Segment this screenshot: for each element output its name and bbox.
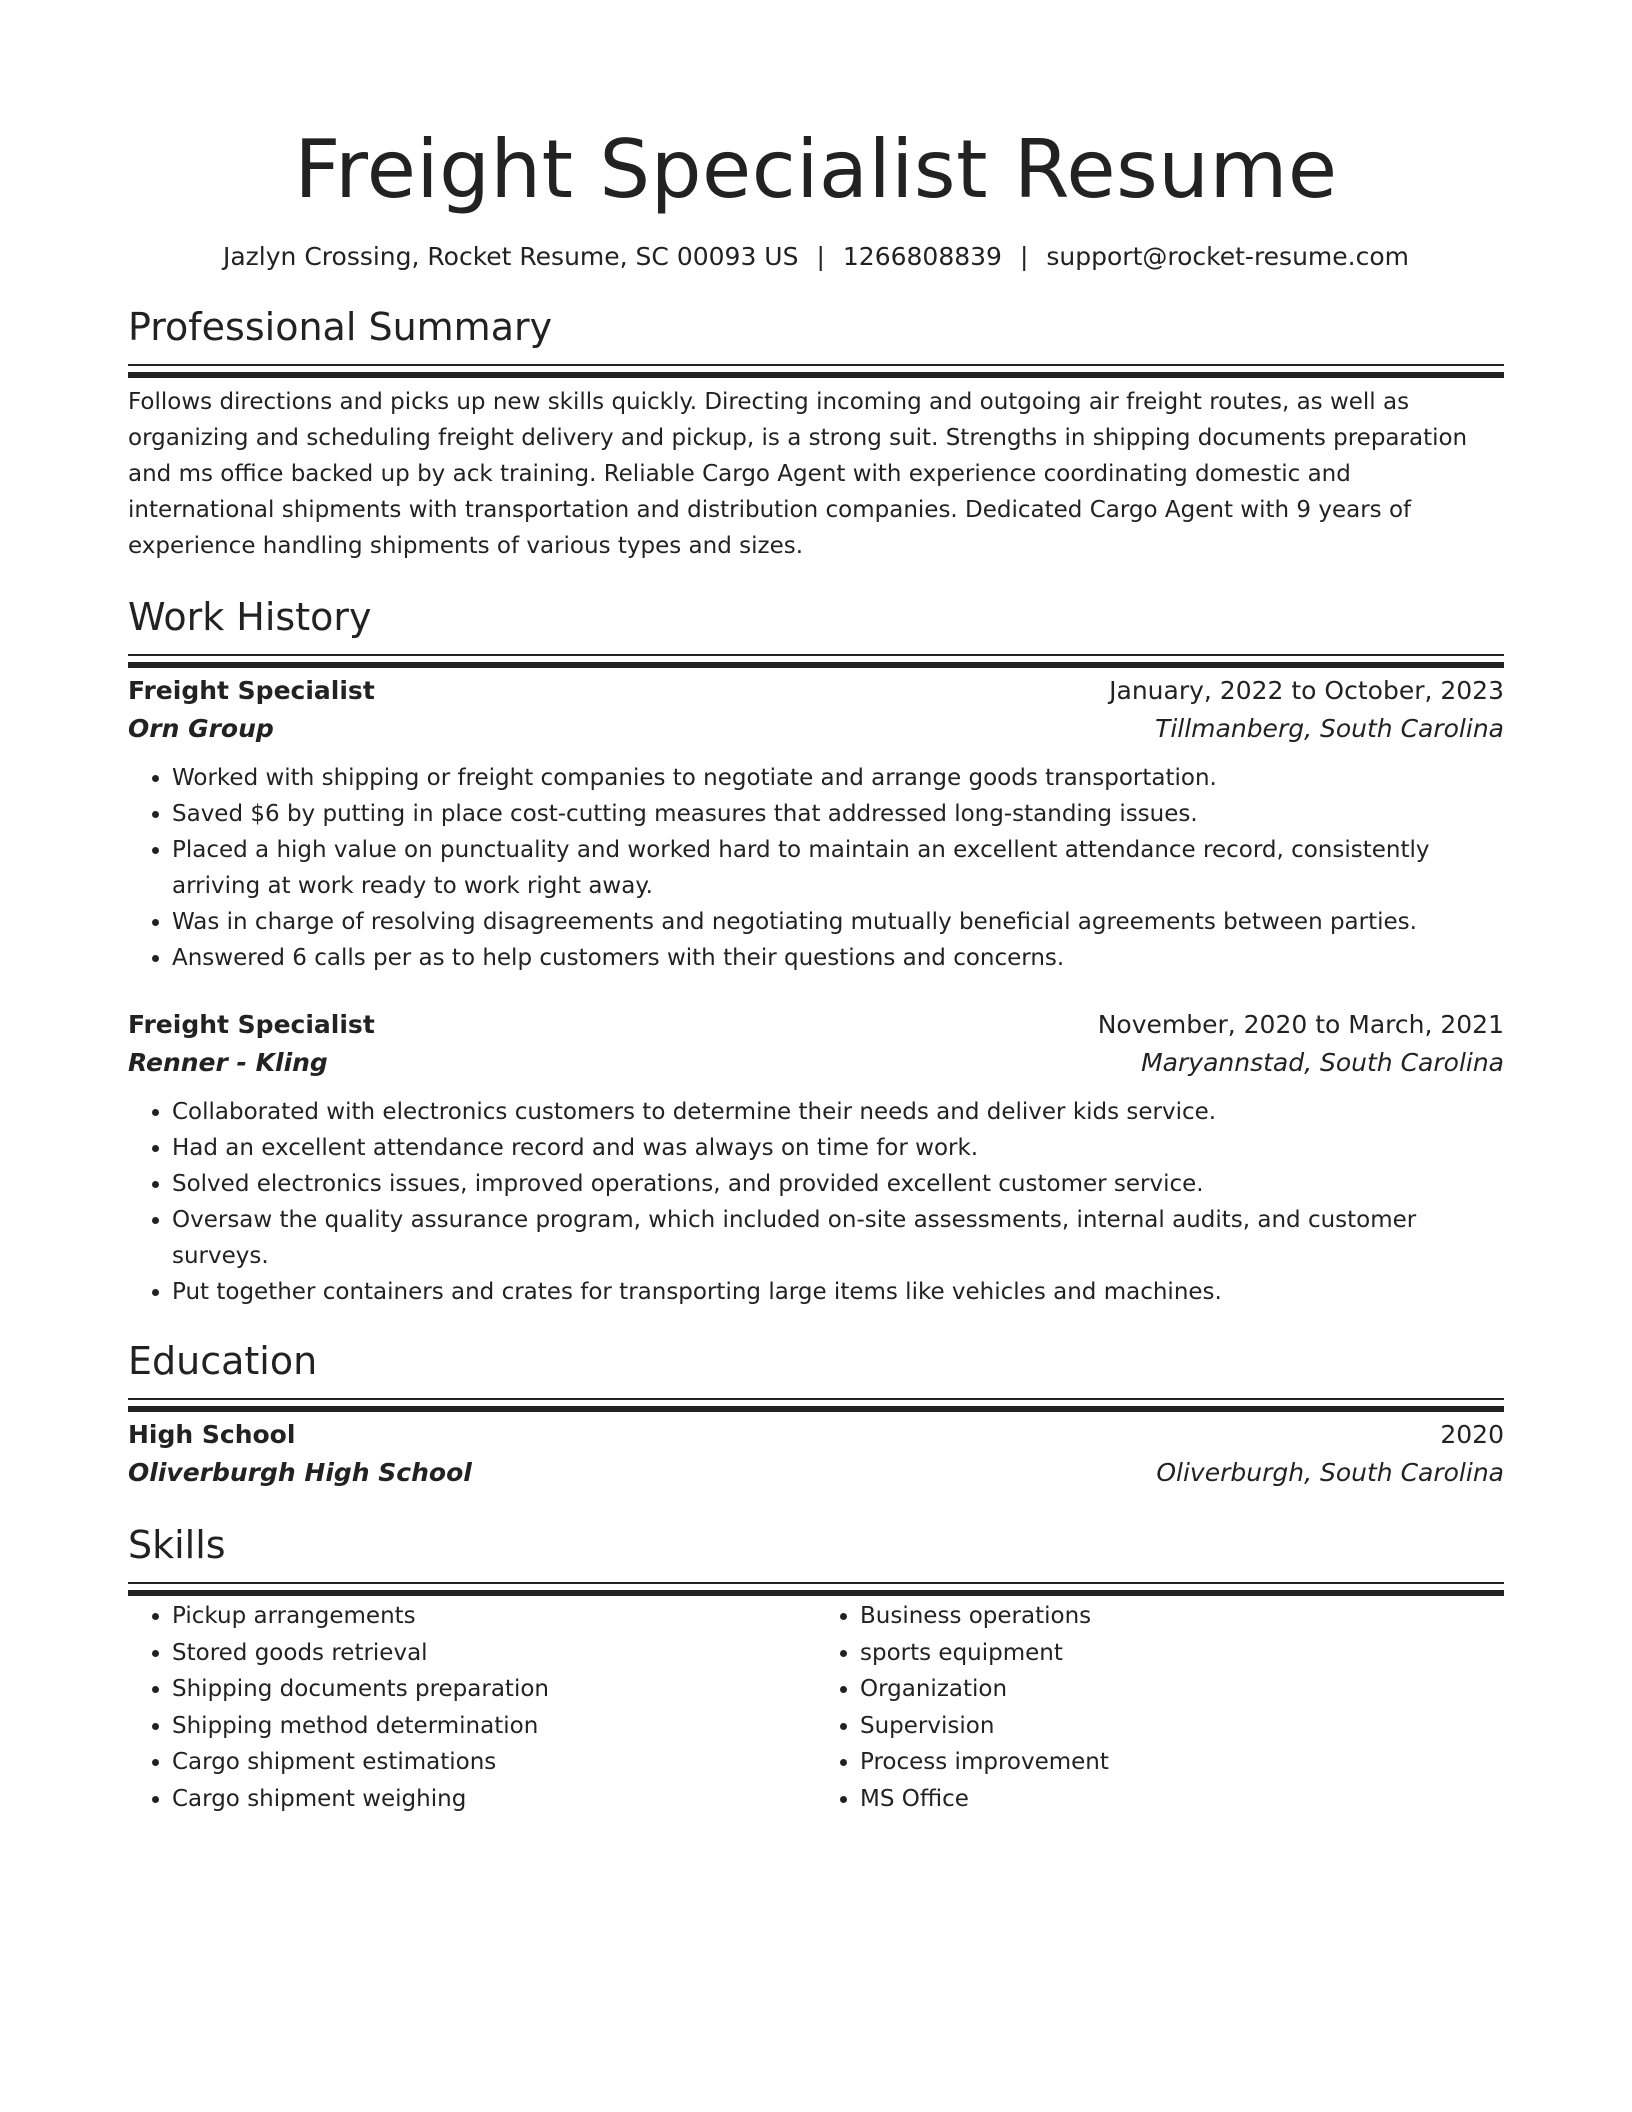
contact-separator: |: [1019, 242, 1029, 271]
job-entry: [128, 672, 1504, 976]
list-item: • Put together containers and crates for transporting large items like vehicles and machines.: [172, 1274, 1504, 1310]
job-subheader: [128, 710, 1504, 748]
section-divider: [128, 1582, 1504, 1584]
skill-item: • MS Office: [860, 1781, 1504, 1818]
skill-item: • Pickup arrangements: [172, 1598, 816, 1635]
skills-grid: [128, 1598, 1504, 1817]
list-item: • Placed a high value on punctuality and worked hard to maintain an excellent attendance record, consistently arriving at work ready to work right away.: [172, 832, 1504, 904]
education-subheader: [128, 1454, 1504, 1492]
contact-address: Jazlyn Crossing, Rocket Resume, SC 00093 US: [222, 242, 799, 271]
resume-title: Freight Specialist Resume: [294, 123, 1338, 216]
skills-section: [128, 1522, 1504, 1817]
section-heading: Education: [128, 1339, 318, 1383]
skill-item: • Business operations: [860, 1598, 1504, 1635]
contact-separator: |: [816, 242, 825, 271]
contact-email: support@rocket-resume.com: [1046, 242, 1410, 271]
work-history-section: [128, 594, 1504, 1310]
contact-line: [128, 240, 1504, 274]
skill-item: • Shipping documents preparation: [172, 1671, 816, 1708]
job-dates: January, 2022 to October, 2023: [1109, 676, 1504, 705]
skill-item: • sports equipment: [860, 1635, 1504, 1672]
job-location: Tillmanberg, South Carolina: [1155, 714, 1504, 743]
education-year: 2020: [1440, 1420, 1504, 1449]
list-item: • Solved electronics issues, improved operations, and provided excellent customer service.: [172, 1166, 1504, 1202]
section-heading: Skills: [128, 1523, 226, 1567]
skill-item: • Process improvement: [860, 1744, 1504, 1781]
job-company: Renner - Kling: [128, 1048, 328, 1077]
summary-text: Follows directions and picks up new skills quickly. Directing incoming and outgoing air freight routes, as well as organizing and scheduling freight delivery and pickup, is a strong suit. Strengths in shipping documents preparation and ms office backed up by ack training. Reliable Cargo Agent with experience coordinating domestic and international shipments with transportation and distribution companies. Dedicated Cargo Agent with 9 years of experience handling shipments of various types and sizes.: [128, 389, 1468, 559]
education-degree: High School: [128, 1420, 296, 1449]
list-item: • Saved $6 by putting in place cost-cutting measures that addressed long-standing issues.: [172, 796, 1504, 832]
resume-page: [128, 120, 1504, 1817]
skill-item: • Cargo shipment estimations: [172, 1744, 816, 1781]
list-item: • Answered 6 calls per as to help customers with their questions and concerns.: [172, 940, 1504, 976]
skills-column-right: [816, 1598, 1504, 1817]
contact-phone: 1266808839: [842, 242, 1002, 271]
job-title: Freight Specialist: [128, 1010, 375, 1039]
job-company: Orn Group: [128, 714, 274, 743]
education-school: Oliverburgh High School: [128, 1458, 472, 1487]
list-item: • Worked with shipping or freight companies to negotiate and arrange goods transportation.: [172, 760, 1504, 796]
job-bullets: [128, 1094, 1504, 1310]
list-item: • Had an excellent attendance record and was always on time for work.: [172, 1130, 1504, 1166]
section-heading: Professional Summary: [128, 305, 553, 349]
skill-item: • Shipping method determination: [172, 1708, 816, 1745]
skill-item: • Organization: [860, 1671, 1504, 1708]
job-bullets: [128, 760, 1504, 976]
job-entry: [128, 1006, 1504, 1310]
list-item: • Oversaw the quality assurance program, which included on-site assessments, internal audits, and customer surveys.: [172, 1202, 1504, 1274]
education-location: Oliverburgh, South Carolina: [1156, 1458, 1504, 1487]
education-section: [128, 1338, 1504, 1492]
section-divider: [128, 654, 1504, 656]
skills-column-left: [128, 1598, 816, 1817]
section-divider: [128, 364, 1504, 366]
list-item: • Collaborated with electronics customers to determine their needs and deliver kids service.: [172, 1094, 1504, 1130]
list-item: • Was in charge of resolving disagreements and negotiating mutually beneficial agreements between parties.: [172, 904, 1504, 940]
job-subheader: [128, 1044, 1504, 1082]
section-divider: [128, 1398, 1504, 1400]
skill-item: • Stored goods retrieval: [172, 1635, 816, 1672]
skill-item: • Supervision: [860, 1708, 1504, 1745]
section-heading: Work History: [128, 595, 372, 639]
job-location: Maryannstad, South Carolina: [1141, 1048, 1504, 1077]
job-dates: November, 2020 to March, 2021: [1097, 1010, 1504, 1039]
job-title: Freight Specialist: [128, 676, 375, 705]
job-header: [128, 672, 1504, 710]
summary-section: [128, 304, 1504, 564]
job-header: [128, 1006, 1504, 1044]
skill-item: • Cargo shipment weighing: [172, 1781, 816, 1818]
education-header: [128, 1416, 1504, 1454]
